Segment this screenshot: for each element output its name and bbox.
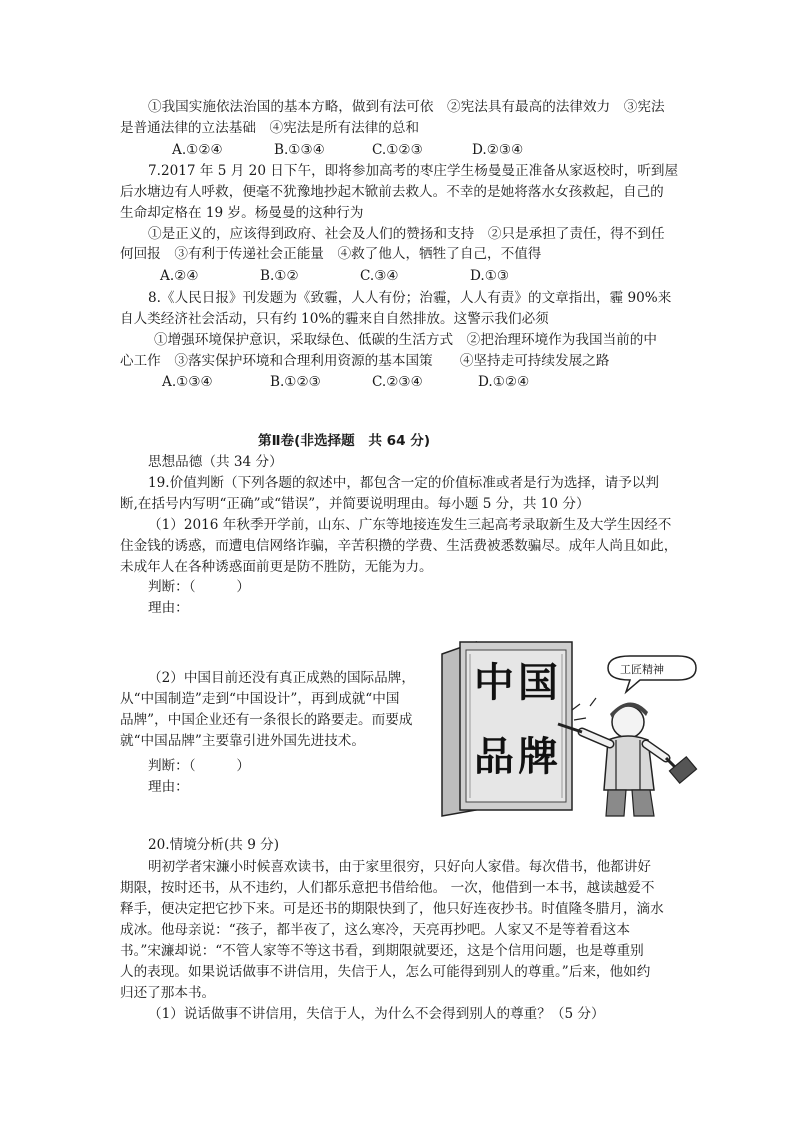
q8-stem-line1: 8.《人民日报》刊发题为《致霾，人人有份；治霾，人人有责》的文章指出，霾 90%来 — [148, 290, 672, 306]
q19-part1-line1: （1）2016 年秋季开学前，山东、广东等地接连发生三起高考录取新生及大学生因经不 — [148, 517, 672, 533]
q20-title: 20.情境分析(共 9 分) — [148, 837, 280, 853]
sign-character: 中 — [474, 660, 514, 706]
sign-character: 品 — [474, 734, 514, 780]
q19-part2-reason: 理由： — [148, 779, 189, 795]
q7-statements-line2: 何回报 ③有利于传递社会正能量 ④救了他人，牺牲了自己，不值得 — [120, 246, 542, 262]
q20-subquestion-1: （1）说话做事不讲信用，失信于人，为什么不会得到别人的尊重？（5 分） — [148, 1006, 605, 1022]
q19-part2-line4: 就“中国品牌”主要靠引进外国先进技术。 — [120, 733, 365, 749]
q20-passage-line4: 成冰。他母亲说：“孩子，都半夜了，这么寒冷，天亮再抄吧。人家又不是等着看这本 — [120, 922, 630, 938]
q19-part2-line1: （2）中国目前还没有真正成熟的国际品牌， — [148, 670, 415, 686]
q19-part2-line2: 从“中国制造”走到“中国设计”，再到成就“中国 — [120, 691, 400, 707]
q20-passage-line5: 书。”宋濂却说：“不管人家等不等这书看，到期限就要还，这是个信用问题，也是尊重别 — [120, 943, 644, 959]
q19-instruction-line2: 断,在括号内写明“正确”或“错误”，并简要说明理由。每小题 5 分，共 10 分） — [120, 496, 590, 512]
q20-passage-line1: 明初学者宋濂小时候喜欢读书，由于家里很穷，只好向人家借。每次借书，他都讲好 — [148, 859, 651, 875]
bubble-text: 工匠精神 — [620, 663, 664, 676]
hammer-head — [669, 757, 696, 783]
q19-part1-line3: 未成年人在各种诱惑面前更是防不胜防，无能为力。 — [120, 559, 433, 575]
q6-option-a: A.①②④ — [172, 142, 223, 158]
q8-option-c: C.②③④ — [372, 374, 423, 390]
sign-character: 牌 — [518, 734, 558, 780]
q20-passage-line2: 期限，按时还书，从不违约，人们都乐意把书借给他。 一次，他借到一本书，越读越爱不 — [120, 880, 655, 896]
q6-statements-line2: 是普通法律的立法基础 ④宪法是所有法律的总和 — [120, 120, 420, 136]
q8-option-b: B.①②③ — [270, 374, 321, 390]
q6-option-c: C.①②③ — [372, 142, 423, 158]
q8-statements-line1: ①增强环境保护意识，采取绿色、低碳的生活方式 ②把治理环境作为我国当前的中 — [154, 332, 657, 348]
q19-part2-judge: 判断：（ ） — [148, 758, 250, 774]
q8-stem-line2: 自人类经济社会活动，只有约 10%的霾来自自然排放。这警示我们必须 — [120, 311, 549, 327]
q8-statements-line2: 心工作 ③落实保护环境和合理利用资源的基本国策 ④坚持走可持续发展之路 — [120, 353, 610, 369]
q7-stem-line1: 7.2017 年 5 月 20 日下午，即将参加高考的枣庄学生杨曼曼正准备从家返校时，听到屋 — [148, 163, 679, 179]
q7-option-c: C.③④ — [360, 268, 399, 284]
q7-option-b: B.①② — [260, 268, 299, 284]
q8-option-a: A.①③④ — [162, 374, 213, 390]
q19-part1-reason: 理由： — [148, 600, 189, 616]
q7-option-a: A.②④ — [160, 268, 199, 284]
q20-passage-line7: 归还了那本书。 — [120, 985, 216, 1001]
q6-statements-line1: ①我国实施依法治国的基本方略，做到有法可依 ②宪法具有最高的法律效力 ③宪法 — [148, 99, 665, 115]
section-title: 第Ⅱ卷(非选择题 共 64 分) — [258, 433, 431, 449]
q20-passage-line6: 人的表现。如果说话做事不讲信用，失信于人，怎么可能得到别人的尊重。”后来，他如约 — [120, 964, 651, 980]
q19-instruction-line1: 19.价值判断（下列各题的叙述中，都包含一定的价值标准或者是行为选择，请予以判 — [148, 475, 659, 491]
q8-option-d: D.①②④ — [478, 374, 530, 390]
q6-option-d: D.②③④ — [472, 142, 524, 158]
q7-statements-line1: ①是正义的，应该得到政府、社会及人们的赞扬和支持 ②只是承担了责任，得不到任 — [148, 226, 665, 242]
q19-part2-line3: 品牌”，中国企业还有一条很长的路要走。而要成 — [120, 712, 413, 728]
q6-option-b: B.①③④ — [274, 142, 325, 158]
q7-option-d: D.①③ — [470, 268, 510, 284]
sign-character: 国 — [518, 660, 558, 706]
q19-part1-judge: 判断：（ ） — [148, 579, 250, 595]
q19-part1-line2: 住金钱的诱惑，而遭电信网络诈骗，辛苦积攒的学费、生活费被悉数骗尽。成年人尚且如此， — [120, 538, 678, 554]
subject-heading: 思想品德（共 34 分） — [148, 454, 283, 470]
q7-stem-line2: 后水塘边有人呼救，便毫不犹豫地抄起木锨前去救人。不幸的是她将落水女孩救起，自己的 — [120, 184, 664, 200]
q20-passage-line3: 释手，便决定把它抄下来。可是还书的期限快到了，他只好连夜抄书。时值隆冬腊月，滴水 — [120, 901, 664, 917]
craftsman-illustration — [440, 640, 702, 818]
q7-stem-line3: 生命却定格在 19 岁。杨曼曼的这种行为 — [120, 205, 364, 221]
